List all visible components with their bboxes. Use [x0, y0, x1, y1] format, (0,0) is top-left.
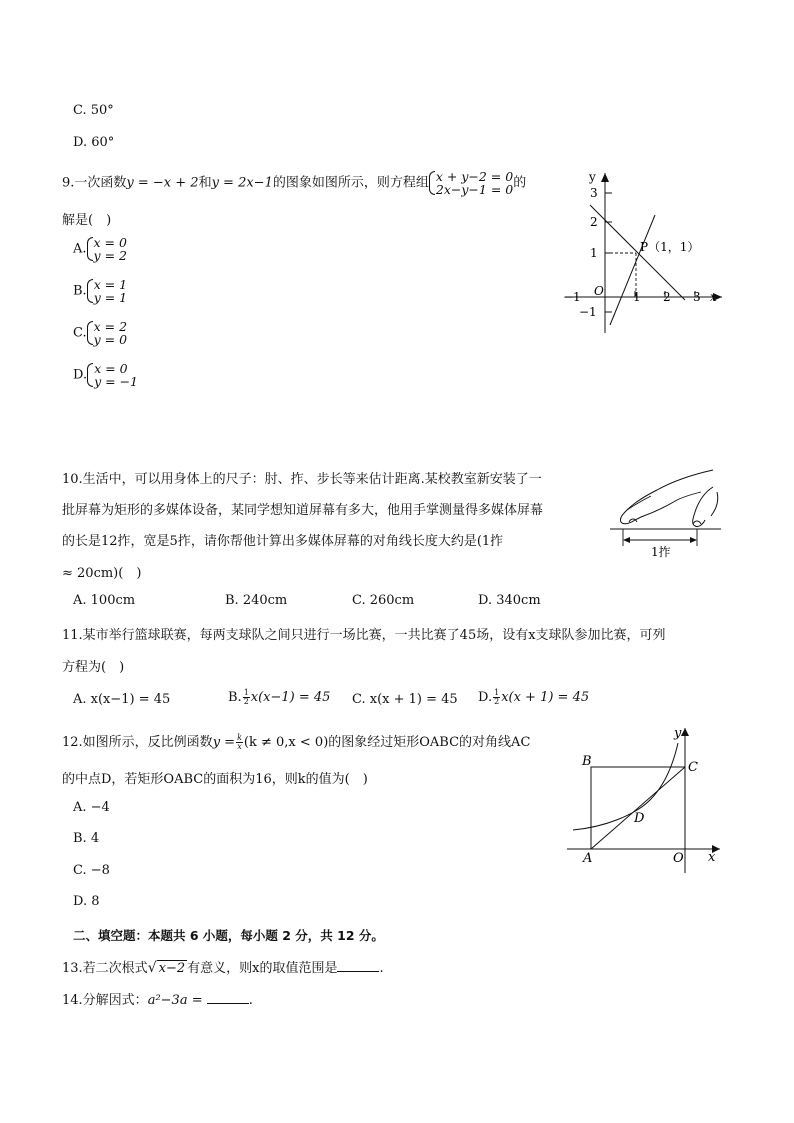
origin-label: O	[594, 284, 604, 298]
arrow-right-icon	[690, 537, 697, 543]
q10-line2: 批屏幕为矩形的多媒体设备，某同学想知道屏幕有多大，他用手掌测量得多媒体屏幕	[62, 503, 544, 518]
q12-option-a: A. −4	[73, 800, 110, 815]
q12-rectangle-graph	[565, 725, 730, 875]
point-p-label: P（1，1）	[640, 240, 700, 254]
span-label: 1拃	[651, 545, 671, 559]
q12-option-b: B. 4	[73, 831, 100, 846]
y-label: y	[589, 170, 596, 184]
q10-option-c: C. 260cm	[352, 593, 415, 608]
q13-stem: 13.若二次根式√ x−2 有意义，则x的取值范围是 .	[62, 960, 384, 976]
label-o: O	[673, 851, 684, 866]
q10-line1: 10.生活中，可以用身体上的尺子：肘、拃、步长等来估计距离.某校教室新安装了一	[62, 472, 542, 487]
label-y: y	[674, 726, 682, 741]
q11-option-d: D. $\frac{1}{2}$ x(x + 1) = 45	[478, 688, 590, 706]
q11-option-b: B. $\frac{1}{2}$ x(x−1) = 45	[228, 688, 331, 706]
q9-stem: 9.一次函数y = −x + 2和y = 2x−1的图象如图所示，则方程组 x + y−2 = 0 2x−y−1 = 0 的	[62, 169, 527, 197]
tick-y-1: 1	[590, 246, 598, 260]
q9-option-d: D. x = 0 y = −1	[73, 361, 139, 389]
y-axis-arrow-icon	[681, 728, 689, 736]
q11-option-a: A. x(x−1) = 45	[73, 692, 171, 707]
q12-stem-line2: 的中点D，若矩形OABC的面积为16，则k的值为( )	[62, 772, 368, 787]
tick-y-3: 3	[590, 186, 598, 200]
q9-linear-graph	[560, 165, 730, 335]
q9-option-b: B. x = 1 y = 1	[73, 277, 128, 305]
q14-stem: 14.分解因式：a²−3a = .	[62, 993, 253, 1008]
tick-x-1: 1	[633, 290, 641, 304]
q9-option-c: C. x = 2 y = 0	[73, 319, 128, 347]
q13-answer-blank	[337, 961, 379, 972]
q11-option-c: C. x(x + 1) = 45	[352, 692, 458, 707]
hand-span-figure	[605, 462, 725, 562]
label-a: A	[583, 851, 593, 866]
q12-stem: 12.如图所示，反比例函数y = $\frac{k}{x}$ (k ≠ 0,x < 0)的图象经过矩形OABC的对角线AC	[62, 733, 531, 751]
q9-stem-line2: 解是( )	[62, 213, 112, 228]
q11-line1: 11.某市举行篮球联赛，每两支球队之间只进行一场比赛，一共比赛了45场，设有x支球队参加比赛，可列	[62, 628, 666, 643]
label-x: x	[708, 850, 716, 865]
q8-option-c: C. 50°	[73, 103, 114, 118]
tick-x-2: 2	[663, 290, 671, 304]
label-b: B	[582, 754, 592, 769]
tick-x-3: 3	[693, 290, 701, 304]
label-d: D	[634, 811, 645, 826]
q11-line2: 方程为( )	[62, 660, 125, 675]
hand-outline-icon	[620, 470, 713, 524]
q10-option-b: B. 240cm	[225, 593, 288, 608]
q10-option-a: A. 100cm	[73, 593, 136, 608]
section2-title: 二、填空题：本题共 6 小题，每小题 2 分，共 12 分。	[73, 928, 384, 943]
q10-line3: 的长是12拃，宽是5拃，请你帮他计算出多媒体屏幕的对角线长度大约是(1拃	[62, 534, 504, 549]
q12-option-d: D. 8	[73, 894, 100, 909]
tick-x-neg1: −1	[563, 290, 581, 304]
diagonal-ac	[591, 767, 685, 849]
q10-option-d: D. 340cm	[478, 593, 541, 608]
q12-option-c: C. −8	[73, 863, 110, 878]
q9-option-a: A. x = 0 y = 2	[73, 235, 127, 263]
q14-answer-blank	[207, 993, 249, 1004]
tick-y-neg1: −1	[579, 305, 597, 319]
tick-y-2: 2	[590, 215, 598, 229]
y-axis-arrow-icon	[601, 173, 609, 182]
q9-equation-system: x + y−2 = 0 2x−y−1 = 0	[429, 170, 513, 196]
label-c: C	[688, 760, 698, 775]
q10-line4: ≈ 20cm)( )	[62, 566, 142, 581]
q8-option-d: D. 60°	[73, 135, 115, 150]
arrow-left-icon	[623, 537, 630, 543]
x-label: x	[710, 290, 717, 304]
